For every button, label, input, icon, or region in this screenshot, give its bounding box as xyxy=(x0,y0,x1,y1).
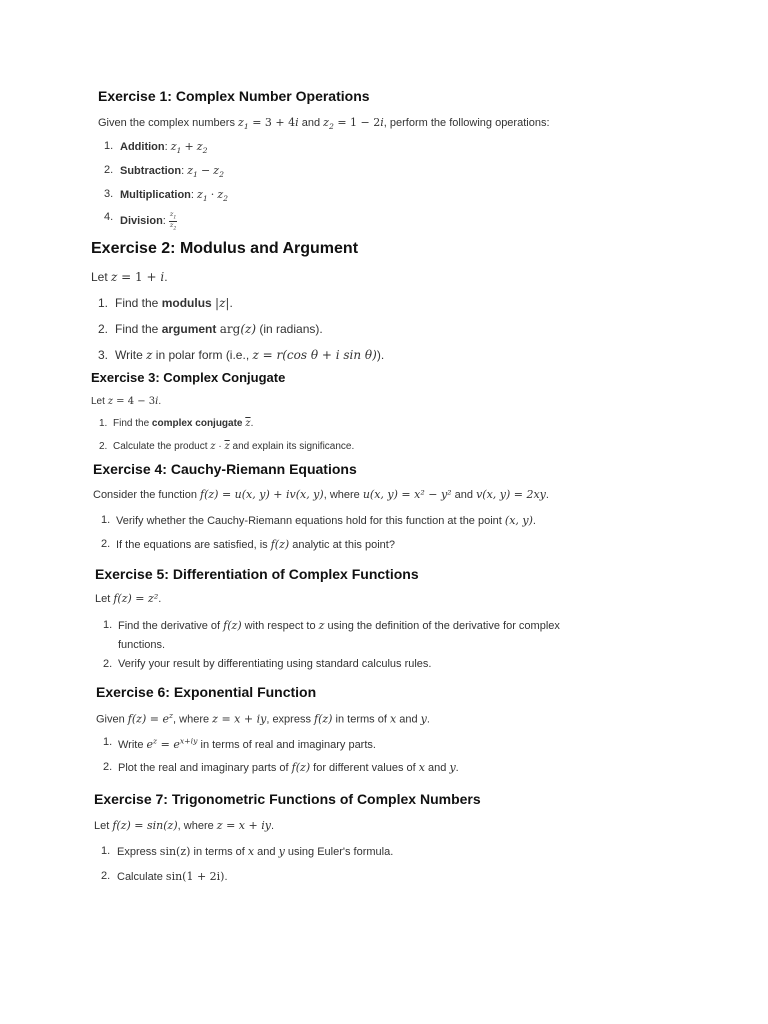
list-item: 1. Write $e^z = e^{x+iy}$ in terms of real and imaginary parts. xyxy=(103,736,376,751)
exercise-3-heading: Exercise 3: Complex Conjugate xyxy=(91,370,286,385)
exercise-4-intro: Consider the function f(z) = u(x, y) + iv(x, y), where u(x, y) = x² − y² and v(x, y) = 2xy. xyxy=(93,488,549,501)
list-item: 1. Find the derivative of f(z) with respect to z using the definition of the derivative for complex functions. xyxy=(103,619,560,651)
list-item: 2. Find the argument arg(z) (in radians). xyxy=(98,322,323,336)
list-item: 3. Multiplication: $z_1 \cdot z_2$ xyxy=(104,188,229,204)
exercise-3-intro: Let z = 4 − 3i. xyxy=(91,396,162,407)
list-item: 1. Express sin(z) in terms of x and y using Euler's formula. xyxy=(101,845,394,858)
exercise-7-heading: Exercise 7: Trigonometric Functions of Complex Numbers xyxy=(94,791,481,807)
exercise-6-intro: Given $f(z) = e^z$, where z = x + iy, express f(z) in terms of x and y. xyxy=(96,711,430,726)
list-item: 3. Write z in polar form (i.e., z = r(cos θ + i sin θ)). xyxy=(98,348,385,362)
exercise-6-heading: Exercise 6: Exponential Function xyxy=(96,684,317,700)
exercise-1-heading: Exercise 1: Complex Number Operations xyxy=(98,88,370,104)
exercise-2-intro: Let z = 1 + i. xyxy=(91,270,168,284)
list-item: 2. Calculate the product $z \cdot \overline{z}$ and explain its significance. xyxy=(99,441,355,452)
list-item: 2. If the equations are satisfied, is f(z) analytic at this point? xyxy=(101,538,395,551)
exercise-5-intro: Let f(z) = z². xyxy=(95,592,162,605)
exercise-2-heading: Exercise 2: Modulus and Argument xyxy=(91,240,359,257)
list-item: 4. Division: $\frac{z_1}{z_2}$ xyxy=(104,210,177,232)
list-item: 2. Verify your result by differentiating using standard calculus rules. xyxy=(103,658,432,670)
exercise-5-heading: Exercise 5: Differentiation of Complex Functions xyxy=(95,566,419,582)
list-item: 1. Find the complex conjugate $\overline{z}$. xyxy=(99,418,254,429)
list-item: 1. Verify whether the Cauchy-Riemann equations hold for this function at the point (x, y). xyxy=(101,514,536,527)
list-item: 2. Calculate sin(1 + 2i). xyxy=(101,870,228,883)
exercise-4-heading: Exercise 4: Cauchy-Riemann Equations xyxy=(93,461,357,477)
exercise-7-intro: Let f(z) = sin(z), where z = x + iy. xyxy=(94,819,275,832)
list-item: 2. Subtraction: $z_1 - z_2$ xyxy=(104,164,224,180)
exercise-1-intro: Given the complex numbers $z_1 = 3 + 4i$ and $z_2 = 1 - 2i$, perform the following operations: xyxy=(98,116,550,132)
list-item: 1. Find the modulus |z|. xyxy=(98,296,233,310)
list-item: 2. Plot the real and imaginary parts of f(z) for different values of x and y. xyxy=(103,761,459,774)
list-item: 1. Addition: $z_1 + z_2$ xyxy=(104,140,208,156)
